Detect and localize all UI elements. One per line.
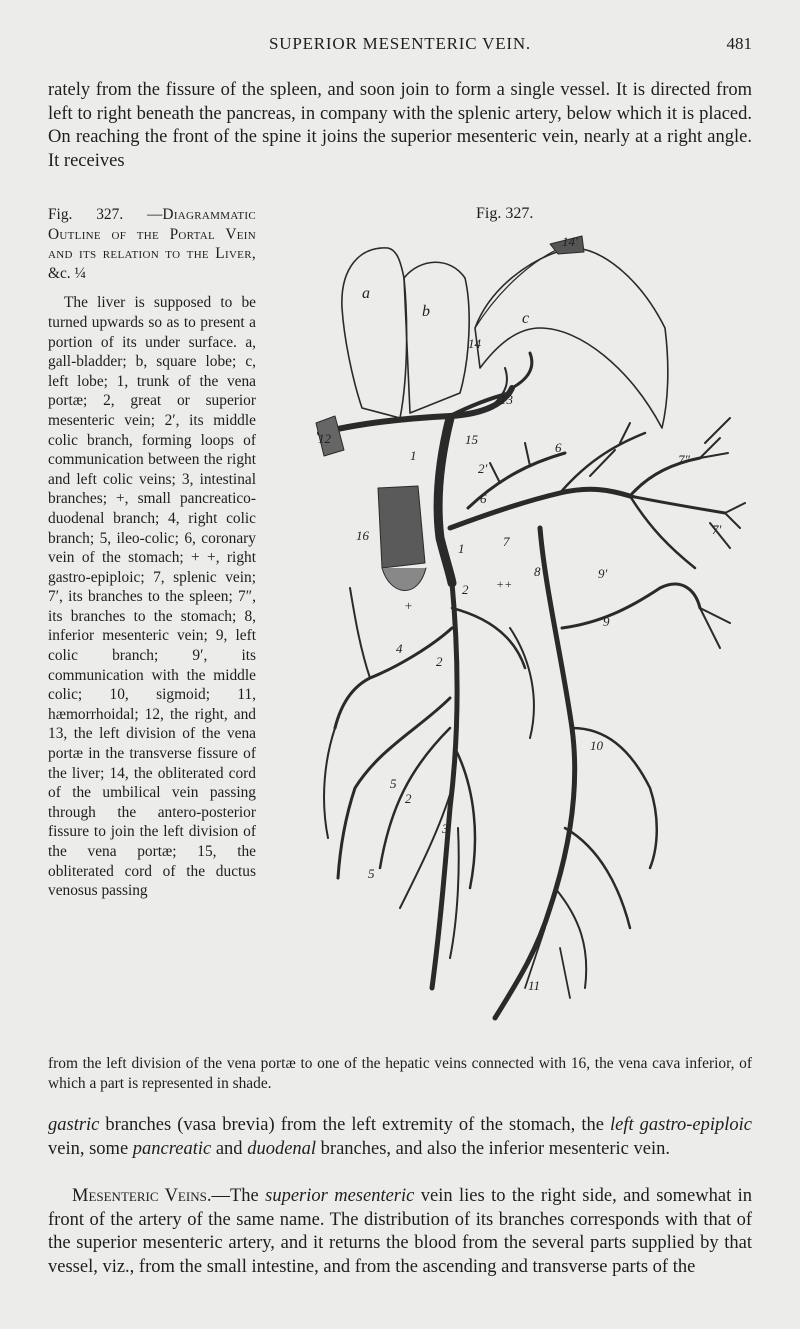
paragraph-mesenteric-veins — [48, 1185, 752, 1279]
label-16: 16 — [356, 528, 369, 543]
term-superior-mesenteric: superior mesenteric — [265, 1186, 415, 1206]
portal-vein-figure — [300, 228, 750, 1028]
label-6b: 6 — [480, 491, 487, 506]
inferior-mesenteric-vein — [495, 528, 575, 1018]
caption-title-tail: &c. ¼ — [48, 264, 87, 282]
caption-continuation: from the left division of the vena portæ to one of the hepatic veins connected with 16, the vena cava inferior, of which a part is represented in shade. — [48, 1055, 752, 1092]
label-11: 11 — [528, 978, 541, 993]
text-run: vein lies to the right side, and somewhat in front of the artery of the same name. The distribution of its branches corresponds with that of the superior mesenteric artery, and it returns the blood from the several parts supplied by that vessel, viz., from the small intestine, and from the ascending and transverse parts of the — [48, 1186, 753, 1277]
label-15: 15 — [465, 432, 478, 447]
label-2-prime: 2′ — [478, 461, 488, 476]
caption-dash: — — [147, 206, 163, 223]
umbilical-cord — [475, 246, 565, 328]
section-heading: Mesenteric Veins. — [72, 1186, 212, 1206]
label-2c: 2 — [405, 791, 412, 806]
label-6: 6 — [555, 440, 562, 455]
caption-fig-number: Fig. 327. — [48, 206, 124, 223]
term-gastric: gastric — [48, 1115, 100, 1135]
label-7: 7 — [503, 534, 510, 549]
figure-label: Fig. 327. — [476, 205, 534, 222]
label-4: 4 — [396, 641, 403, 656]
caption-body: The liver is supposed to be turned upwards so as to present a portion of its under surface. a, gall-bladder; b, square lobe; c, left lobe; 1, trunk of the vena portæ; 2, great or superior mesenteric vein; 2′, its middle colic branch, forming loops of communication between the right and left colic veins; 3, intestinal branches; +, small pancreatico-duodenal branch; 4, right colic branch; 5, ileo-colic; 6, coronary vein of the stomach; + +, right gastro-epiploic; 7, splenic vein; 7′, its branches to the spleen; 7″, its branches to the stomach; 8, inferior mesenteric vein; 9, left colic branch; 9′, its communication with the middle colic; 10, sigmoid; 11, hæmorrhoidal; 12, the right, and 13, the left division of the vena portæ in the transverse fissure of the liver; 14, the obliterated cord of the umbilical vein passing through the antero-posterior fissure to join the left division of the vena portæ; 15, the obliterated cord of the ductus venosus passing — [48, 294, 256, 900]
label-5b: 5 — [368, 866, 375, 881]
caption-heading — [48, 205, 256, 283]
figure-caption — [48, 205, 256, 901]
label-1: 1 — [410, 448, 417, 463]
label-10: 10 — [590, 738, 603, 753]
running-title: SUPERIOR MESENTERIC VEIN. — [269, 34, 531, 53]
label-9-prime: 9′ — [598, 566, 608, 581]
label-2: 2 — [462, 582, 469, 597]
label-plus-plus: ++ — [496, 577, 513, 591]
label-c: c — [522, 310, 530, 327]
term-duodenal: duodenal — [247, 1138, 317, 1159]
label-8: 8 — [534, 564, 541, 579]
text-run: and — [211, 1138, 248, 1159]
label-1b: 1 — [458, 541, 465, 556]
label-b: b — [422, 303, 430, 320]
label-9: 9 — [603, 614, 610, 629]
paragraph-bottom — [48, 1114, 752, 1161]
text-run: vein, some — [48, 1138, 133, 1159]
label-13: 13 — [500, 392, 513, 407]
page-header — [48, 34, 752, 58]
portal-trunk — [438, 418, 452, 583]
label-3: 3 — [442, 821, 449, 836]
label-7-prime: 7′ — [712, 522, 722, 537]
label-12: 12 — [318, 431, 331, 446]
paragraph-top — [48, 79, 752, 173]
superior-mesenteric-vein — [432, 583, 457, 988]
paragraph-top-text: rately from the fissure of the spleen, and soon join to form a single vessel. It is directed from left to right beneath the pancreas, in company with the splenic artery, below which it is placed. On reaching the front of the spine it joins the superior mesenteric vein, nearly at a right angle. It receives — [48, 80, 752, 171]
page-number: 481 — [726, 34, 752, 53]
caption-title: Diagrammatic Outline of the Portal Vein and its relation to the Liver, — [48, 206, 256, 263]
term-pancreatic: pancreatic — [132, 1138, 212, 1159]
square-lobe-shape — [404, 262, 469, 413]
text-run: branches (vasa brevia) from the left extremity of the stomach, the — [99, 1115, 610, 1135]
label-14: 14 — [468, 336, 481, 351]
label-2b: 2 — [436, 654, 443, 669]
splenic-vein — [450, 489, 630, 528]
label-14-prime: 14′ — [562, 234, 578, 249]
label-5: 5 — [390, 776, 397, 791]
text-run: —The — [211, 1186, 266, 1206]
text-run: branches, and also the inferior mesenteric vein. — [316, 1138, 670, 1159]
vena-cava-shape — [378, 486, 425, 568]
label-7-double-prime: 7″ — [678, 452, 690, 467]
label-plus: + — [404, 598, 413, 613]
gall-bladder-shape — [342, 248, 407, 418]
portal-vein-illustration — [300, 228, 750, 1028]
term-left-gastro-epiploic: left gastro-epiploic — [609, 1115, 752, 1135]
label-a: a — [362, 285, 370, 302]
